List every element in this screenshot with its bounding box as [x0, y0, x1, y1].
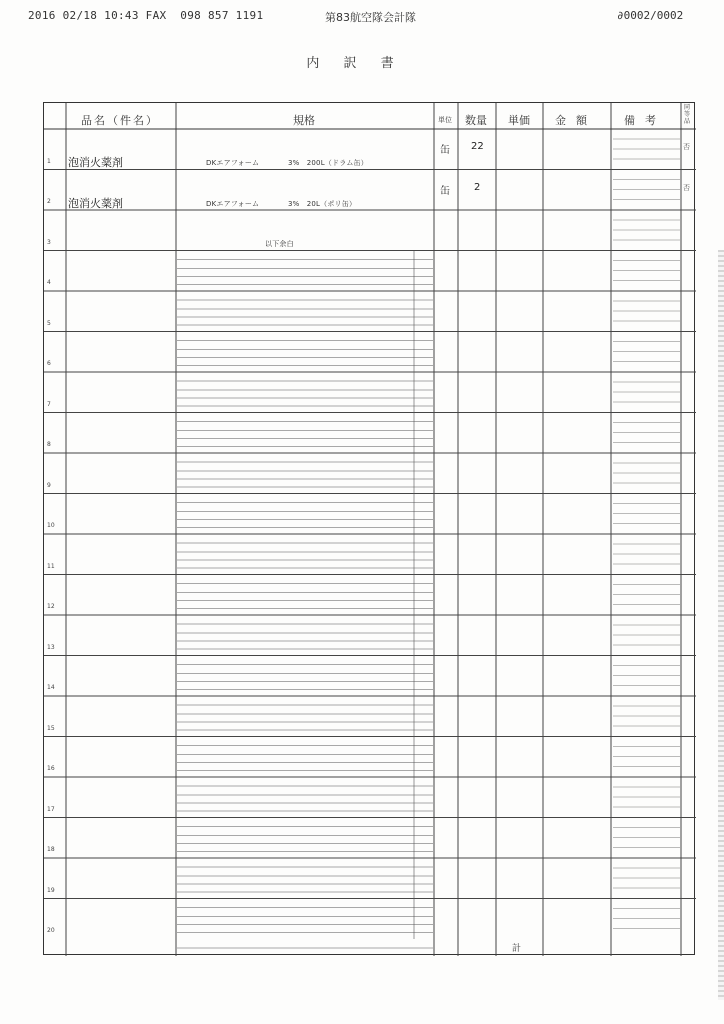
header-unit-price: 単価 — [508, 114, 530, 127]
item-name: 泡消火薬剤 — [68, 156, 123, 169]
row-number: 2 — [47, 198, 51, 205]
row-number: 15 — [47, 724, 55, 732]
row-number: 10 — [47, 522, 55, 529]
row-number: 18 — [47, 846, 55, 853]
row-number: 12 — [47, 603, 55, 610]
header-remarks: 備考 — [624, 114, 666, 127]
row-number: 19 — [47, 886, 55, 894]
row-number: 20 — [47, 927, 55, 934]
header-quantity: 数量 — [465, 114, 487, 127]
row-number: 11 — [47, 562, 55, 570]
scan-edge — [718, 250, 724, 1000]
row-number: 5 — [47, 319, 51, 327]
row-number: 14 — [47, 684, 55, 691]
row-number: 4 — [47, 279, 51, 286]
item-spec: DKエアフォーム 3% 200L（ドラム缶） — [206, 159, 368, 167]
breakdown-table — [43, 102, 695, 955]
header-same-item: 同 等 品 — [683, 104, 690, 125]
row-number: 17 — [47, 805, 55, 813]
header-spec: 規格 — [293, 114, 315, 127]
row-number: 3 — [47, 238, 51, 246]
row-number: 16 — [47, 765, 55, 772]
fax-header-page: ∂0002/0002 — [617, 9, 684, 22]
document-title: 内 訳 書 — [306, 56, 404, 71]
item-quantity: 22 — [471, 141, 484, 152]
header-unit: 単位 — [438, 116, 452, 124]
row-number: 1 — [47, 157, 51, 165]
total-label: 計 — [512, 944, 522, 954]
item-spec: 以下余白 — [265, 240, 294, 248]
row-number: 8 — [47, 441, 51, 448]
table-grid-lines — [44, 103, 696, 956]
item-quantity: 2 — [474, 181, 481, 193]
row-number: 6 — [47, 360, 51, 367]
item-unit: 缶 — [440, 185, 450, 197]
same-item-mark: 否 — [683, 183, 690, 192]
row-number: 13 — [47, 643, 55, 651]
item-spec: DKエアフォーム 3% 20L（ポリ缶） — [206, 199, 357, 208]
fax-header-timestamp: 2016 02/18 10:43 FAX 098 857 1191 — [28, 9, 264, 22]
header-amount: 金額 — [555, 114, 597, 127]
same-item-mark: 否 — [683, 143, 690, 151]
row-number: 7 — [47, 400, 51, 408]
item-unit: 缶 — [440, 145, 450, 156]
row-number: 9 — [47, 481, 51, 489]
item-name: 泡消火薬剤 — [68, 196, 123, 210]
header-item-name: 品名（件名） — [81, 114, 159, 127]
fax-header-sender: 第83航空隊会計隊 — [325, 11, 416, 24]
